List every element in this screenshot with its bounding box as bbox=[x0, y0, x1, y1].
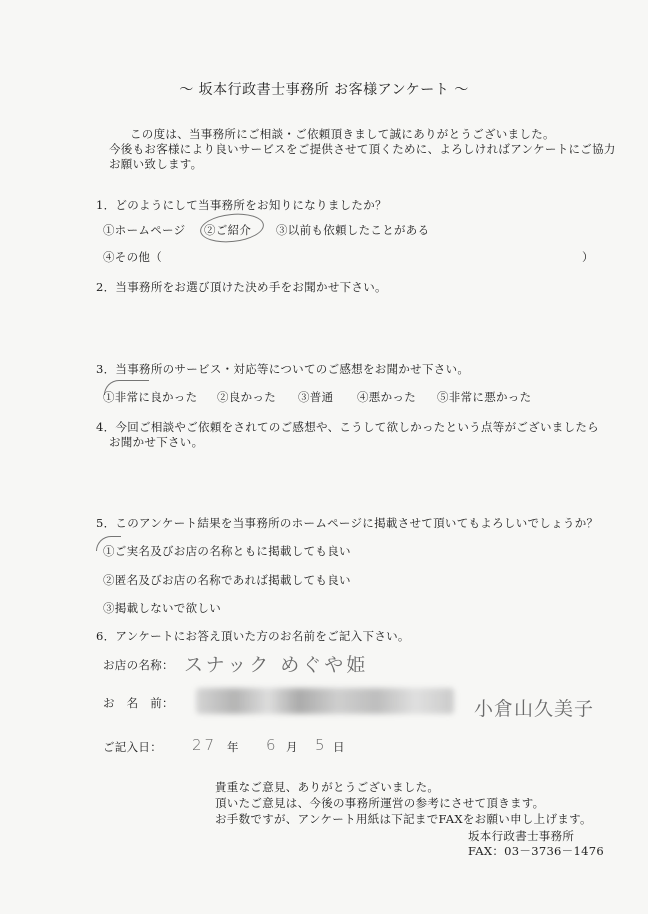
q3-option-2: ②良かった bbox=[217, 390, 276, 404]
q1-option-3: ③以前も依頼したことがある bbox=[276, 223, 430, 237]
date-day-handwritten: 5 bbox=[315, 736, 328, 754]
intro-line-2: 今後もお客様により良いサービスをご提供させて頂くために、よろしければアンケートにご協力 bbox=[109, 142, 616, 156]
date-month-unit: 月 bbox=[286, 740, 298, 754]
q1-option-4-close: ） bbox=[582, 250, 594, 264]
q2-question: 2．当事務所をお選び頂けた決め手をお聞かせ下さい。 bbox=[96, 280, 387, 294]
q3-option-5: ⑤非常に悪かった bbox=[437, 390, 532, 404]
survey-title: ～ 坂本行政書士事務所 お客様アンケート ～ bbox=[179, 82, 469, 98]
shop-name-label: お店の名称： bbox=[103, 658, 174, 672]
q3-option-3: ③普通 bbox=[298, 390, 334, 404]
date-label: ご記入日： bbox=[103, 740, 162, 754]
shop-name-handwritten: スナック めぐや姫 bbox=[184, 654, 369, 676]
q1-option-2: ②ご紹介 bbox=[204, 223, 252, 237]
q1-question: 1．どのようにして当事務所をお知りになりましたか？ bbox=[96, 198, 387, 212]
q1-option-1: ①ホームページ bbox=[103, 223, 186, 237]
selection-circle-q1 bbox=[199, 211, 266, 246]
redacted-name-blur bbox=[196, 688, 454, 714]
intro-line-3: お願い致します。 bbox=[109, 157, 203, 171]
q5-option-2: ②匿名及びお店の名称であれば掲載しても良い bbox=[103, 573, 351, 587]
date-year-unit: 年 bbox=[227, 740, 239, 754]
q3-option-1: ①非常に良かった bbox=[103, 390, 198, 404]
closing-line-2: 頂いたご意見は、今後の事務所運営の参考にさせて頂きます。 bbox=[215, 796, 545, 810]
q5-option-3: ③掲載しないで欲しい bbox=[103, 601, 221, 615]
q5-option-1: ①ご実名及びお店の名称ともに掲載しても良い bbox=[103, 544, 351, 558]
q3-option-4: ④悪かった bbox=[357, 390, 416, 404]
q3-question: 3．当事務所のサービス・対応等についてのご感想をお聞かせ下さい。 bbox=[96, 362, 470, 376]
date-year-handwritten: 27 bbox=[192, 736, 218, 754]
closing-line-3: お手数ですが、アンケート用紙は下記までFAXをお願い申し上げます。 bbox=[215, 812, 592, 826]
name-handwritten: 小倉山久美子 bbox=[474, 698, 595, 720]
office-fax: FAX：03－3736－1476 bbox=[468, 844, 604, 858]
closing-line-1: 貴重なご意見、ありがとうございました。 bbox=[215, 780, 440, 794]
date-day-unit: 日 bbox=[333, 740, 345, 754]
q1-option-4: ④その他（ bbox=[103, 250, 162, 264]
q6-question: 6．アンケートにお答え頂いた方のお名前をご記入下さい。 bbox=[96, 629, 410, 643]
q5-question: 5．このアンケート結果を当事務所のホームページに掲載させて頂いてもよろしいでしょうか？ bbox=[96, 516, 599, 530]
q4-question-line-1: 4．今回ご相談やご依頼をされてのご感想や、こうして欲しかったという点等がございましたら bbox=[96, 420, 599, 434]
q4-question-line-2: お聞かせ下さい。 bbox=[109, 435, 204, 449]
name-label: お 名 前： bbox=[103, 696, 174, 710]
office-name: 坂本行政書士事務所 bbox=[468, 829, 575, 843]
intro-line-1: この度は、当事務所にご相談・ご依頼頂きまして誠にありがとうございました。 bbox=[130, 127, 555, 141]
date-month-handwritten: 6 bbox=[266, 736, 279, 754]
